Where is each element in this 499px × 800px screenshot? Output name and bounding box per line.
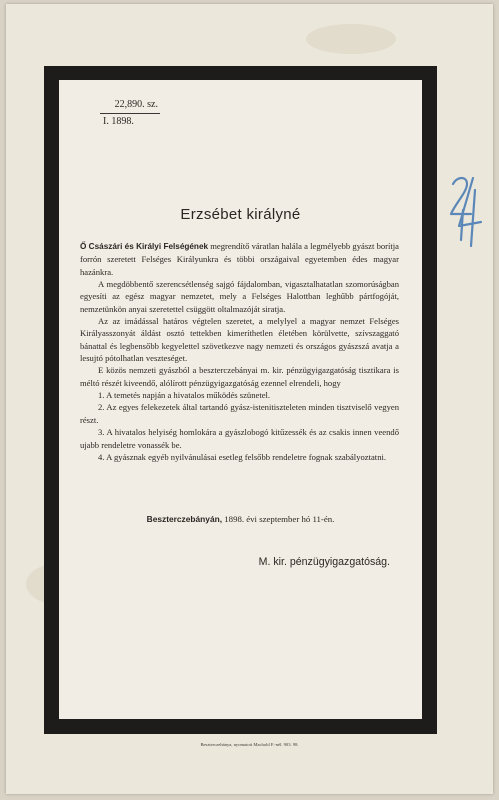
paragraph-2: A megdöbbentő szerencsétlenség sajgó fájdalomban, vigasztalhatatlan szomorúságban egyesíti az egész magyar nemzetet, mely a Felséges Halottban leghűbb pártfogóját, nemzetünkön anyai szeretettel csüggött oltalmazóját siratja. [80,279,399,314]
handwritten-note-24 [445,170,485,250]
order-list [80,389,399,463]
paragraph-4: E közös nemzeti gyászból a beszterczebányai m. kir. pénzügyigazgatóság tisztikara is méltó részét kiveendő, alólírott pénzügyigazgatóság ezennel elrendeli, hogy [80,365,399,388]
list-item: 1. A temetés napján a hivatalos működés szünetel. [98,390,271,401]
notice-content [59,80,422,719]
page-title: Erzsébet királyné [180,206,301,223]
paragraph-3: Az az imádással határos végtelen szeretet, a melylyel a magyar nemzet Felséges Királyasszonyát áldást osztó tettekben kimeríthetlen életében körülvette, szívszaggató bánattal és legbensőbb kegyelettel szövetkezve nagy nemzeti és országos gyászszá avatja a lesujtó pótolhatlan veszteséget. [80,316,399,364]
list-item: 2. Az egyes felekezetek által tartandó gyász-istenitiszteleten minden tisztviselő vegyen részt. [80,402,399,425]
signature: M. kir. pénzügyigazgatóság. [258,556,390,568]
reference-rule [100,113,160,114]
list-item: 4. A gyásznak egyéb nyilvánulásai esetleg felsőbb rendeletre fognak szabályoztatni. [98,451,387,462]
intro-bold: Ő Császári és Királyi Felségének [80,242,209,251]
notice-body [80,240,399,463]
place-city: Beszterczebányán, [146,514,223,524]
reference-number-value: 22,890. sz. [114,99,158,110]
paper-stain [306,24,396,54]
printer-imprint: Beszterczebánya, nyomatott Machold F.-nél. 903. 98. [200,742,299,747]
reference-number [100,98,160,129]
intro-paragraph [80,240,399,278]
reference-volume: I. 1898. [103,116,134,127]
list-item: 3. A hivatalos helyiség homlokára a gyászlobogó kitűzessék és az csakis innen veendő ujabb rendeletre vonassék be. [80,427,399,450]
place-date-text: 1898. évi szeptember hó 11-én. [224,514,335,524]
intro-rest: megrendítő váratlan halála a legmélyebb gyászt borítja forrón szeretett Felséges Királyunkra és többi országaival egyetemben édes magyar hazánkra. [80,241,399,277]
mourning-frame [44,66,437,734]
place-date [59,514,422,524]
